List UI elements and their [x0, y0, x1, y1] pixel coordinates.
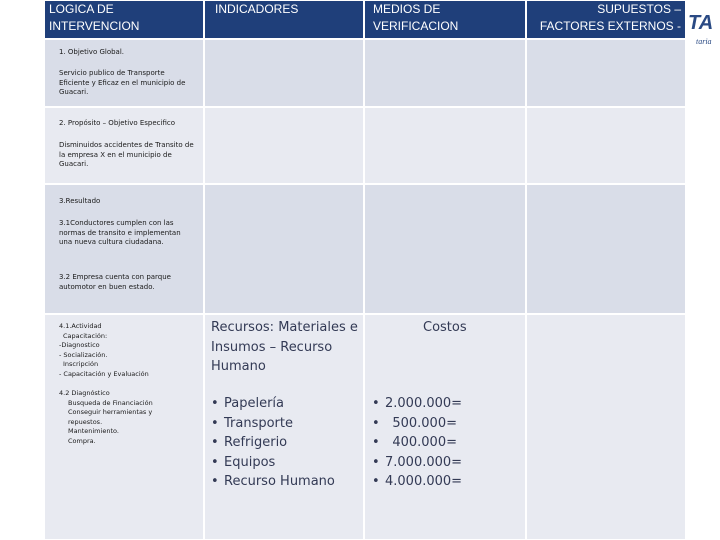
recursos-list: [211, 394, 361, 492]
recursos-title: Recursos: Materiales e Insumos – Recurso Humano: [211, 320, 358, 374]
proposito-text: Disminuidos accidentes de Transito de la empresa X en el municipio de Guacari.: [59, 141, 194, 168]
actividad-2-line: Conseguir herramientas y: [68, 408, 153, 416]
row-objetivo-med: [364, 39, 526, 107]
actividad-1-line: 4.1.Actividad: [59, 322, 102, 330]
organization-logo: [686, 14, 720, 48]
header-logica-text: LOGICA DE INTERVENCION: [49, 2, 140, 33]
logo-main-text: TA: [688, 12, 714, 34]
costo-item: [372, 472, 522, 492]
resultado-1: 3.1Conductores cumplen con las normas de transito e implementan una nueva cultura ciudadana.: [59, 219, 181, 246]
objetivo-title: 1. Objetivo Global.: [59, 48, 125, 56]
recurso-item: • Papelería: [211, 394, 361, 414]
costos-list: [372, 394, 522, 492]
header-supuestos-text: SUPUESTOS – FACTORES EXTERNOS -: [539, 2, 681, 33]
recurso-item: • Transporte: [211, 414, 361, 434]
costo-value: 7.000.000=: [385, 454, 463, 470]
header-indicadores-text: INDICADORES: [215, 2, 299, 16]
actividad-1-line: -Diagnostico: [59, 341, 100, 349]
actividad-1-line: - Socialización.: [59, 350, 108, 359]
costo-item: [372, 394, 522, 414]
recurso-item: • Recurso Humano: [211, 472, 361, 492]
header-supuestos: [526, 0, 686, 39]
actividad-1-line: Capacitación:: [63, 331, 108, 340]
header-indicadores: [204, 0, 364, 39]
actividad-2-line: Compra.: [68, 436, 96, 445]
actividad-1-line: - Capacitación y Evaluación: [59, 369, 149, 378]
row-resultado-sup: [526, 184, 686, 314]
costo-value: 2.000.000=: [385, 396, 463, 411]
costo-value: 4.000.000=: [385, 474, 463, 489]
recurso-item: • Refrigerio: [211, 433, 361, 453]
header-medios: [364, 0, 526, 39]
row-resultado-ind: [204, 184, 364, 314]
costo-value: 400.000=: [392, 435, 457, 450]
resultado-title: 3.Resultado: [59, 197, 101, 205]
actividad-2: [59, 389, 199, 446]
costo-item: [372, 453, 522, 473]
row-proposito-sup: [526, 107, 686, 184]
row-objetivo-ind: [204, 39, 364, 107]
row-proposito-ind: [204, 107, 364, 184]
actividad-2-line: repuestos.: [68, 417, 103, 426]
row-actividades-sup: [526, 314, 686, 540]
logo-sub-text: taria: [696, 37, 712, 46]
header-logica: [44, 0, 204, 39]
costo-value: 500.000=: [392, 415, 457, 431]
resultado-2: 3.2 Empresa cuenta con parque automotor en buen estado.: [59, 273, 171, 291]
row-resultado-med: [364, 184, 526, 314]
actividad-1-line: Inscripción: [63, 360, 99, 368]
actividad-1: [59, 322, 199, 379]
costo-item: [372, 433, 522, 453]
row-objetivo-sup: [526, 39, 686, 107]
objetivo-text: Servicio publico de Transporte Eficiente y Eficaz en el municipio de Guacari.: [59, 69, 186, 96]
header-medios-text: MEDIOS DE VERIFICACION: [373, 2, 459, 33]
proposito-title: 2. Propósito – Objetivo Especifico: [59, 119, 176, 127]
actividad-2-line: 4.2 Diagnóstico: [59, 389, 110, 397]
recurso-item: • Equipos: [211, 453, 361, 473]
actividad-2-line: Mantenimiento.: [68, 427, 119, 435]
row-proposito-med: [364, 107, 526, 184]
actividad-2-line: Busqueda de Financiación: [68, 398, 153, 407]
costos-title: Costos: [423, 320, 467, 335]
costo-item: [372, 414, 522, 434]
